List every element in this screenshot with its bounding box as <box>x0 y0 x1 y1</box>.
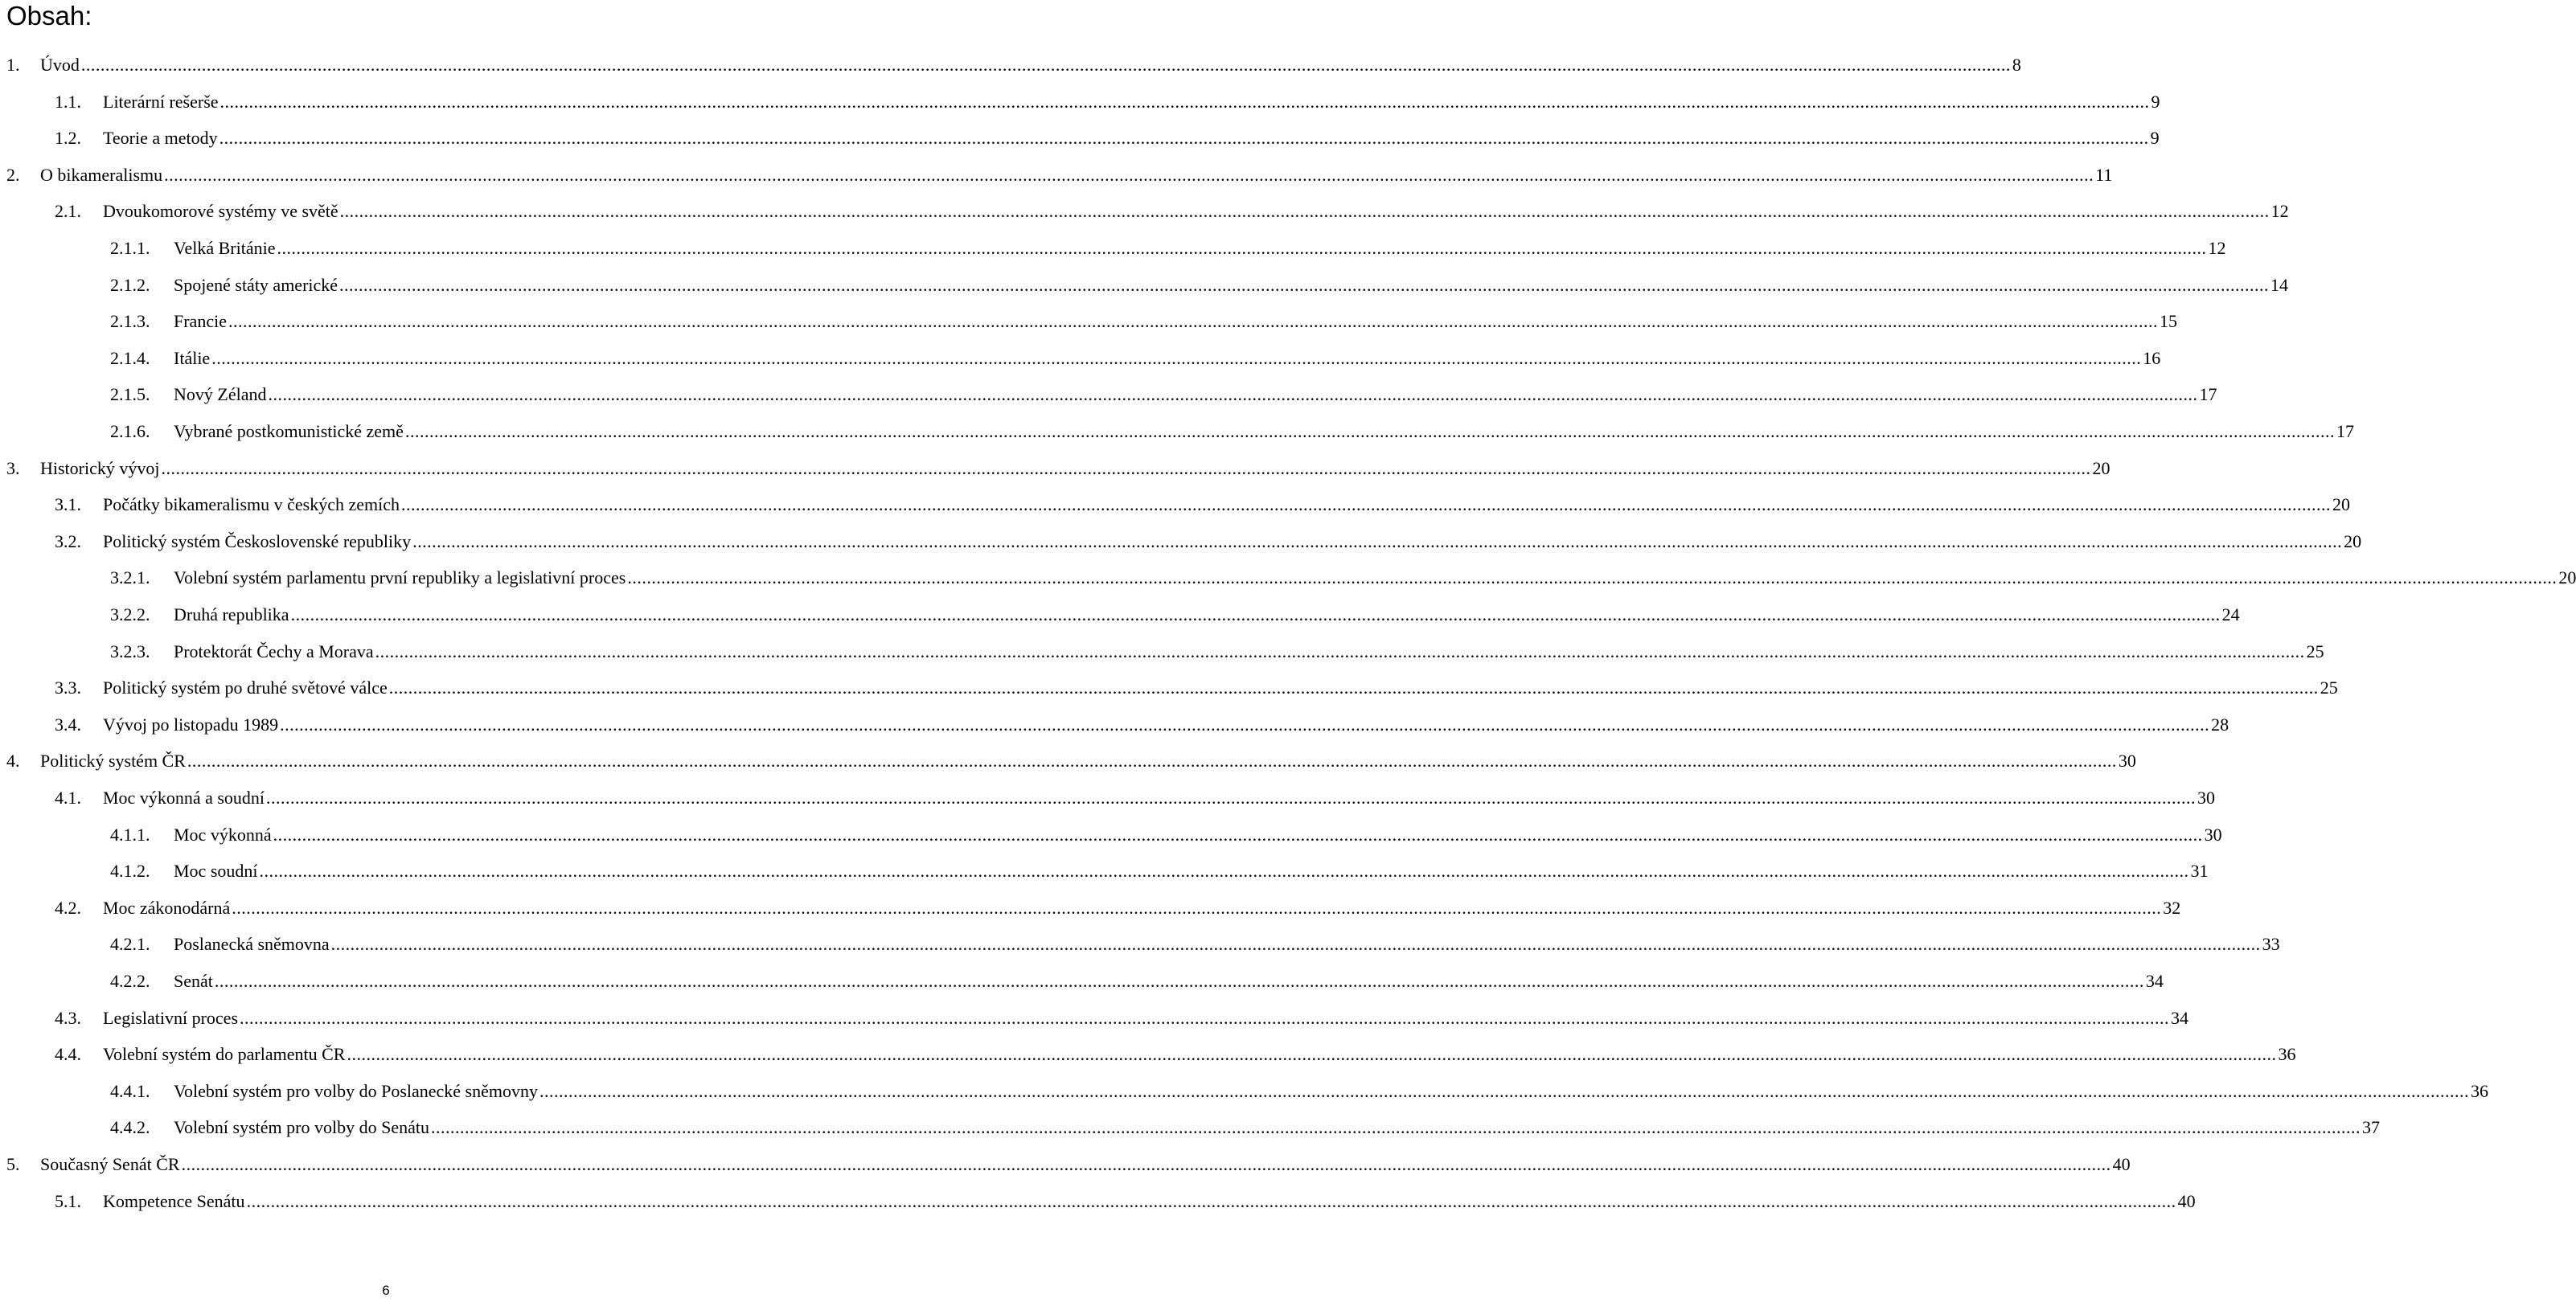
toc-entry-number: 3.3. <box>55 678 81 698</box>
toc-entry[interactable] <box>0 564 2576 592</box>
toc-entry-page: 40 <box>2177 1190 2196 1211</box>
toc-entry-page: 30 <box>2197 788 2216 808</box>
toc-entry-number: 4.4.2. <box>110 1117 150 1138</box>
toc-entry-label: Legislativní proces <box>103 1007 239 1028</box>
toc-leader-dots: ................................................................................................................................................................................................................................................................................................................................................................................................................ <box>339 201 2270 222</box>
toc-entry-label: Spojené státy americké <box>174 274 338 295</box>
toc-entry-page: 30 <box>2204 824 2222 845</box>
toc-leader-dots: ................................................................................................................................................................................................................................................................................................................................................................................................................ <box>228 311 2158 332</box>
toc-entry-page: 8 <box>2012 55 2021 75</box>
toc-leader-dots: ................................................................................................................................................................................................................................................................................................................................................................................................................ <box>375 641 2305 661</box>
toc-entry-page: 30 <box>2118 751 2136 772</box>
toc-leader-dots: ................................................................................................................................................................................................................................................................................................................................................................................................................ <box>211 347 2142 368</box>
toc-entry-number: 4.1.2. <box>110 861 150 882</box>
toc-leader-dots: ................................................................................................................................................................................................................................................................................................................................................................................................................ <box>388 678 2319 698</box>
toc-entry[interactable] <box>0 88 2160 116</box>
toc-entry-number: 4.2. <box>55 897 81 918</box>
toc-leader-dots: ................................................................................................................................................................................................................................................................................................................................................................................................................ <box>412 530 2343 551</box>
toc-entry-page: 32 <box>2163 897 2181 918</box>
toc-leader-dots: ................................................................................................................................................................................................................................................................................................................................................................................................................ <box>268 384 2198 405</box>
toc-entry[interactable] <box>0 491 2350 518</box>
toc-entry[interactable] <box>0 858 2209 885</box>
toc-entry-label: Počátky bikameralismu v českých zemích <box>103 494 400 515</box>
toc-entry-page: 20 <box>2332 494 2350 515</box>
toc-entry-label: Vybrané postkomunistické země <box>174 421 404 441</box>
toc-leader-dots: ................................................................................................................................................................................................................................................................................................................................................................................................................ <box>240 1007 2170 1028</box>
toc-entry-number: 5.1. <box>55 1190 81 1211</box>
toc-entry[interactable] <box>0 1188 2196 1215</box>
toc-leader-dots: ................................................................................................................................................................................................................................................................................................................................................................................................................ <box>164 164 2094 185</box>
toc-entry-number: 3.2.2. <box>110 604 150 624</box>
toc-entry-label: Současný Senát ČR <box>40 1154 180 1174</box>
toc-leader-dots: ................................................................................................................................................................................................................................................................................................................................................................................................................ <box>259 861 2189 882</box>
toc-entry-label: Historický vývoj <box>40 457 160 478</box>
toc-entry-label: Dvoukomorové systémy ve světě <box>103 201 338 222</box>
toc-leader-dots: ................................................................................................................................................................................................................................................................................................................................................................................................................ <box>246 1190 2176 1211</box>
toc-leader-dots: ................................................................................................................................................................................................................................................................................................................................................................................................................ <box>280 714 2210 735</box>
toc-leader-dots: ................................................................................................................................................................................................................................................................................................................................................................................................................ <box>214 971 2144 991</box>
toc-entry[interactable] <box>0 747 2136 775</box>
toc-entry[interactable] <box>0 821 2222 849</box>
toc-entry-page: 31 <box>2190 861 2209 882</box>
toc-entry-number: 1. <box>6 55 20 75</box>
toc-entry[interactable] <box>0 1114 2380 1141</box>
toc-entry[interactable] <box>0 674 2338 702</box>
toc-leader-dots: ................................................................................................................................................................................................................................................................................................................................................................................................................ <box>80 55 2011 75</box>
toc-entry-label: Francie <box>174 311 227 332</box>
toc-entry-number: 2. <box>6 164 20 185</box>
toc-entry-page: 20 <box>2558 567 2576 588</box>
toc-entry-page: 20 <box>2092 457 2110 478</box>
toc-leader-dots: ................................................................................................................................................................................................................................................................................................................................................................................................................ <box>339 274 2270 295</box>
toc-entry-page: 28 <box>2211 714 2229 735</box>
toc-entry[interactable] <box>0 455 2110 482</box>
toc-entry-number: 4.2.1. <box>110 934 150 955</box>
toc-entry-number: 4.4. <box>55 1044 81 1065</box>
toc-entry-page: 36 <box>2278 1044 2296 1065</box>
toc-entry-label: Senát <box>174 971 213 991</box>
toc-entry-label: O bikameralismu <box>40 164 163 185</box>
toc-entry-page: 40 <box>2112 1154 2131 1174</box>
toc-leader-dots: ................................................................................................................................................................................................................................................................................................................................................................................................................ <box>290 604 2221 624</box>
toc-entry-label: Moc zákonodárná <box>103 897 231 918</box>
toc-entry[interactable] <box>0 125 2160 152</box>
toc-entry[interactable] <box>0 235 2226 262</box>
page-title: Obsah: <box>6 1 92 31</box>
toc-entry-page: 24 <box>2221 604 2240 624</box>
toc-entry-page: 33 <box>2262 934 2280 955</box>
toc-leader-dots: ................................................................................................................................................................................................................................................................................................................................................................................................................ <box>161 457 2091 478</box>
toc-leader-dots: ................................................................................................................................................................................................................................................................................................................................................................................................................ <box>273 824 2203 845</box>
toc-leader-dots: ................................................................................................................................................................................................................................................................................................................................................................................................................ <box>277 238 2207 258</box>
toc-entry-label: Moc výkonná <box>174 824 272 845</box>
toc-entry-number: 3. <box>6 457 20 478</box>
toc-entry-number: 4. <box>6 751 20 772</box>
toc-entry-label: Politický systém po druhé světové válce <box>103 678 388 698</box>
toc-entry[interactable] <box>0 1005 2189 1032</box>
toc-leader-dots: ................................................................................................................................................................................................................................................................................................................................................................................................................ <box>347 1044 2277 1065</box>
toc-entry[interactable] <box>0 198 2289 225</box>
toc-entry-number: 3.2.3. <box>110 641 150 661</box>
toc-entry-label: Volební systém parlamentu první republiky a legislativní proces <box>174 567 626 588</box>
toc-entry-page: 9 <box>2151 91 2160 112</box>
toc-leader-dots: ................................................................................................................................................................................................................................................................................................................................................................................................................ <box>539 1080 2469 1101</box>
toc-entry-label: Úvod <box>40 55 80 75</box>
toc-entry[interactable] <box>0 272 2289 299</box>
toc-entry-page: 25 <box>2320 678 2338 698</box>
toc-entry-label: Volební systém pro volby do Poslanecké sněmovny <box>174 1080 538 1101</box>
toc-leader-dots: ................................................................................................................................................................................................................................................................................................................................................................................................................ <box>232 897 2162 918</box>
toc-entry-page: 12 <box>2208 238 2226 258</box>
toc-entry-label: Nový Zéland <box>174 384 267 405</box>
toc-leader-dots: ................................................................................................................................................................................................................................................................................................................................................................................................................ <box>627 567 2558 588</box>
toc-leader-dots: ................................................................................................................................................................................................................................................................................................................................................................................................................ <box>330 934 2261 955</box>
toc-leader-dots: ................................................................................................................................................................................................................................................................................................................................................................................................................ <box>401 494 2331 515</box>
toc-entry-number: 4.1.1. <box>110 824 150 845</box>
toc-entry-number: 2.1.4. <box>110 347 150 368</box>
toc-leader-dots: ................................................................................................................................................................................................................................................................................................................................................................................................................ <box>266 788 2197 808</box>
toc-entry-number: 3.2.1. <box>110 567 150 588</box>
toc-entry-page: 20 <box>2344 530 2362 551</box>
toc-entry[interactable] <box>0 528 2362 555</box>
toc-entry-number: 2.1.1. <box>110 238 150 258</box>
toc-leader-dots: ................................................................................................................................................................................................................................................................................................................................................................................................................ <box>181 1154 2111 1174</box>
toc-entry-number: 2.1.3. <box>110 311 150 332</box>
toc-entry-number: 1.2. <box>55 128 81 149</box>
toc-entry-label: Politický systém Československé republiky <box>103 530 412 551</box>
toc-entry[interactable] <box>0 931 2280 958</box>
toc-leader-dots: ................................................................................................................................................................................................................................................................................................................................................................................................................ <box>404 421 2335 441</box>
toc-leader-dots: ................................................................................................................................................................................................................................................................................................................................................................................................................ <box>219 91 2150 112</box>
toc-entry-label: Politický systém ČR <box>40 751 186 772</box>
toc-entry-page: 25 <box>2306 641 2324 661</box>
toc-entry-label: Vývoj po listopadu 1989 <box>103 714 279 735</box>
toc-leader-dots: ................................................................................................................................................................................................................................................................................................................................................................................................................ <box>219 128 2149 149</box>
toc-entry[interactable] <box>0 308 2177 335</box>
toc-entry[interactable] <box>0 601 2240 628</box>
toc-entry-number: 4.4.1. <box>110 1080 150 1101</box>
toc-entry-page: 34 <box>2171 1007 2189 1028</box>
toc-entry-number: 1.1. <box>55 91 81 112</box>
toc-entry-label: Moc výkonná a soudní <box>103 788 265 808</box>
toc-entry[interactable] <box>0 1041 2296 1068</box>
toc-entry-label: Volební systém do parlamentu ČR <box>103 1044 346 1065</box>
toc-entry[interactable] <box>0 162 2113 189</box>
toc-entry-label: Kompetence Senátu <box>103 1190 245 1211</box>
toc-entry-page: 34 <box>2145 971 2164 991</box>
toc-entry-label: Teorie a metody <box>103 128 218 149</box>
toc-entry-number: 2.1. <box>55 201 81 222</box>
toc-entry[interactable] <box>0 345 2161 372</box>
toc-entry-label: Poslanecká sněmovna <box>174 934 330 955</box>
toc-entry-label: Itálie <box>174 347 211 368</box>
toc-entry[interactable] <box>0 638 2324 665</box>
toc-entry-page: 16 <box>2143 347 2161 368</box>
toc-entry-page: 9 <box>2150 128 2160 149</box>
toc-entry-number: 5. <box>6 1154 20 1174</box>
toc-entry[interactable] <box>0 381 2217 408</box>
toc-entry-number: 3.4. <box>55 714 81 735</box>
toc-entry-number: 4.2.2. <box>110 971 150 991</box>
toc-entry[interactable] <box>0 418 2354 445</box>
toc-entry-number: 2.1.5. <box>110 384 150 405</box>
toc-entry-label: Moc soudní <box>174 861 258 882</box>
toc-entry-page: 17 <box>2336 421 2354 441</box>
toc-leader-dots: ................................................................................................................................................................................................................................................................................................................................................................................................................ <box>430 1117 2361 1138</box>
toc-entry[interactable] <box>0 1078 2488 1105</box>
toc-entry-number: 2.1.2. <box>110 274 150 295</box>
toc-entry-number: 3.1. <box>55 494 81 515</box>
toc-entry[interactable] <box>0 968 2164 995</box>
toc-entry-page: 37 <box>2361 1117 2380 1138</box>
toc-entry-label: Volební systém pro volby do Senátu <box>174 1117 429 1138</box>
toc-leader-dots: ................................................................................................................................................................................................................................................................................................................................................................................................................ <box>187 751 2117 772</box>
toc-entry[interactable] <box>0 1151 2131 1178</box>
toc-entry-number: 3.2. <box>55 530 81 551</box>
toc-entry-page: 11 <box>2095 164 2113 185</box>
toc-entry[interactable] <box>0 784 2216 812</box>
toc-entry-page: 12 <box>2270 201 2289 222</box>
toc-entry[interactable] <box>0 51 2021 79</box>
toc-entry-page: 14 <box>2270 274 2289 295</box>
toc-entry-label: Protektorát Čechy a Morava <box>174 641 374 661</box>
toc-entry-label: Druhá republika <box>174 604 289 624</box>
toc-entry[interactable] <box>0 711 2229 739</box>
toc-entry-number: 4.3. <box>55 1007 81 1028</box>
toc-entry[interactable] <box>0 895 2181 922</box>
toc-entry-number: 4.1. <box>55 788 81 808</box>
page-number: 6 <box>382 1283 390 1298</box>
toc-entry-label: Velká Británie <box>174 238 276 258</box>
toc-entry-page: 36 <box>2471 1080 2488 1101</box>
toc-entry-page: 15 <box>2159 311 2177 332</box>
toc-entry-label: Literární rešerše <box>103 91 219 112</box>
toc-entry-page: 17 <box>2199 384 2217 405</box>
toc-entry-number: 2.1.6. <box>110 421 150 441</box>
